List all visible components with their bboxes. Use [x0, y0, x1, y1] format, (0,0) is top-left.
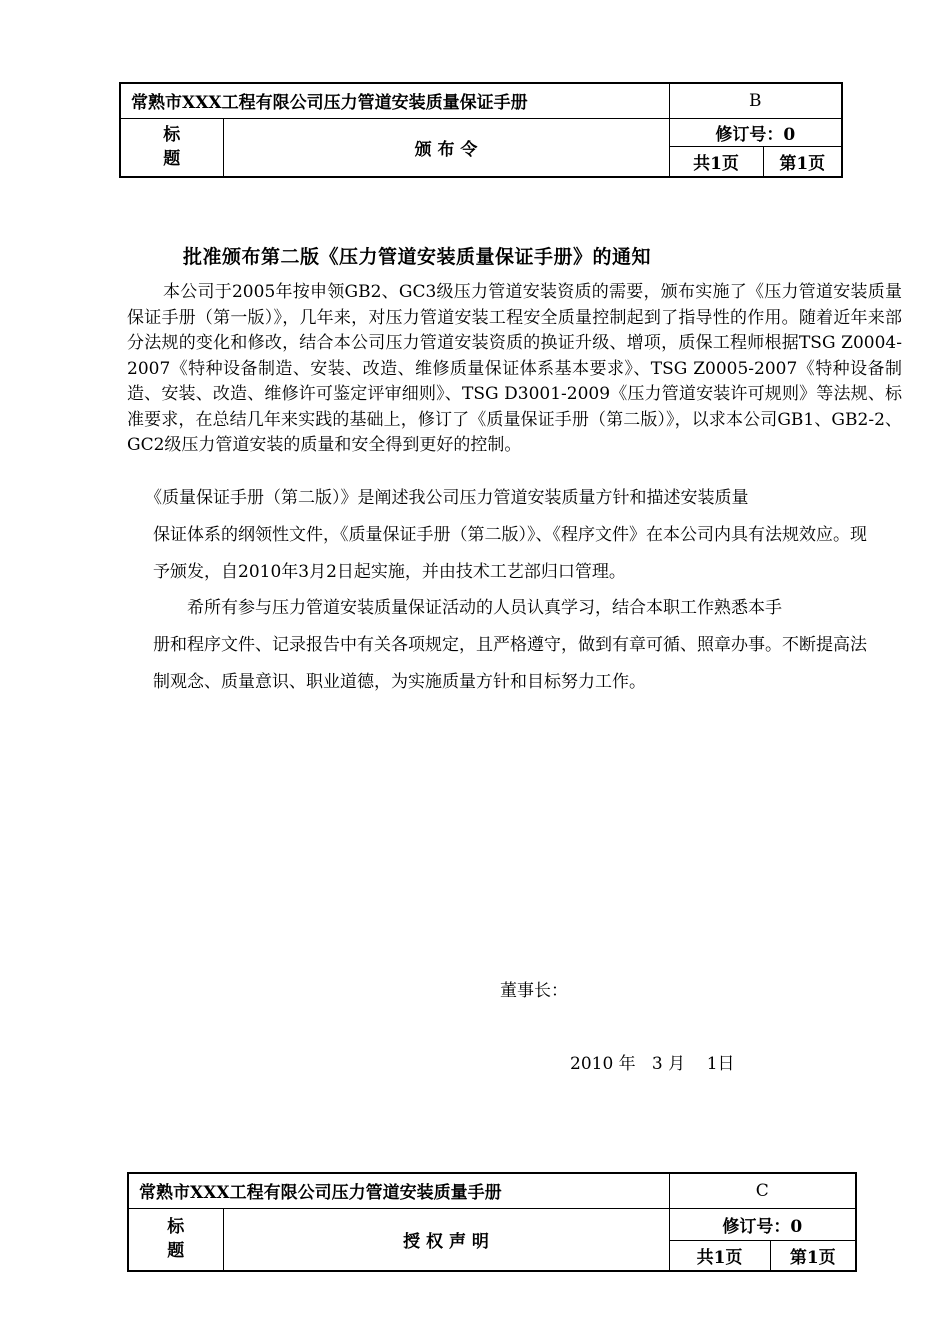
notice-paragraph-2-line1: 《质量保证手册（第二版）》是阐述我公司压力管道安装质量方针和描述安装质量 [145, 488, 749, 508]
notice-title: 批准颁布第二版《压力管道安装质量保证手册》的通知 [183, 246, 652, 268]
page-number: 第1页 [763, 146, 842, 177]
notice-paragraph-1: 本公司于2005年按申领GB2、GC3级压力管道安装资质的需要，颁布实施了《压力管道安装质量保证手册（第一版）》，几年来，对压力管道安装工程安全质量控制起到了指导性的作用。随着近年来部分法规的变化和修改，结合本公司压力管道安装资质的换证升级、增项，质保工程师根据TSG Z0004-2007《特种设备制造、安装、改造、维修质量保证体系基本要求》、TSG Z0005-2007《特种设备制造、安装、改造、维修许可鉴定评审细则》、TSG D3001-2009《压力管道安装许可规则》等法规、标准要求，在总结几年来实践的基础上，修订了《质量保证手册（第二版）》，以求本公司GB1、GB2-2、GC2级压力管道安装的质量和安全得到更好的控制。 [127, 282, 902, 455]
notice-paragraph-3-line1: 希所有参与压力管道安装质量保证活动的人员认真学习，结合本职工作熟悉本手 [187, 598, 782, 618]
title-label [128, 1208, 223, 1271]
title-label-line1: 标 [163, 125, 181, 146]
notice-paragraph-2-rest: 保证体系的纲领性文件，《质量保证手册（第二版）》、《程序文件》在本公司内具有法规效应。现予颁发，自2010年3月2日起实施，并由技术工艺部归口管理。 [153, 525, 867, 582]
total-pages: 共1页 [669, 146, 763, 177]
total-pages: 共1页 [669, 1240, 770, 1271]
section-code: B [669, 83, 842, 118]
company-manual-title: 常熟市XXX工程有限公司压力管道安装质量保证手册 [120, 83, 669, 118]
revision-number: 修订号：0 [669, 118, 842, 146]
title-label-line1: 标 [167, 1217, 185, 1238]
section-code: C [669, 1173, 856, 1208]
notice-paragraph-3-rest: 册和程序文件、记录报告中有关各项规定，且严格遵守，做到有章可循、照章办事。不断提高法制观念、质量意识、职业道德，为实施质量方针和目标努力工作。 [153, 635, 867, 692]
section-subject: 授 权 声 明 [223, 1208, 669, 1271]
title-label-line2: 题 [163, 149, 181, 170]
title-label-line2: 题 [167, 1241, 185, 1262]
signature-label: 董事长： [500, 981, 568, 1001]
company-manual-title: 常熟市XXX工程有限公司压力管道安装质量手册 [128, 1173, 669, 1208]
revision-number: 修订号：0 [669, 1208, 856, 1240]
issue-date: 2010 年 3 月 1日 [570, 1054, 735, 1074]
header-table-top [119, 82, 843, 178]
header-table-bottom [127, 1172, 857, 1272]
notice-paragraph-3 [153, 590, 878, 701]
notice-paragraph-2 [145, 480, 878, 591]
section-subject: 颁 布 令 [223, 118, 669, 177]
page-number: 第1页 [770, 1240, 856, 1271]
title-label [120, 118, 223, 177]
